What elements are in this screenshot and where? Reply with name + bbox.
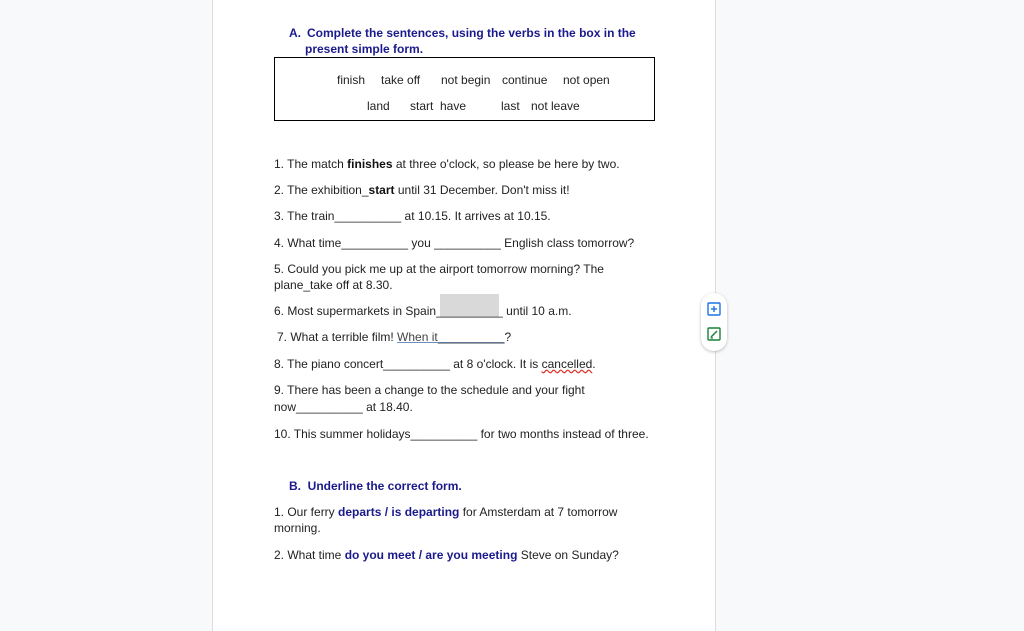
word-last: last <box>501 99 520 113</box>
sentence-2 <box>274 182 570 198</box>
sentence-7-underlined[interactable]: When it <box>397 330 438 344</box>
sentence-5-line2: plane_take off at 8.30. <box>274 278 393 292</box>
word-take-off: take off <box>381 73 421 87</box>
add-comment-icon[interactable] <box>707 302 721 316</box>
section-b-heading <box>289 478 462 494</box>
sentence-7-start: 7. What a terrible film! <box>277 330 398 344</box>
sentence-9-line2: now__________ at 18.40. <box>274 400 413 414</box>
sentence-1-answer: finishes <box>347 157 393 171</box>
word-finish: finish <box>337 73 366 87</box>
section-a-letter: A. <box>289 26 301 40</box>
sentence-3: 3. The train__________ at 10.15. It arrives at 10.15. <box>274 209 551 223</box>
verb-word-box <box>274 57 655 121</box>
sentence-7-end: ? <box>504 330 512 344</box>
sentence-10: 10. This summer holidays__________ for two months instead of three. <box>274 427 649 441</box>
sentence-4: 4. What time__________ you __________ English class tomorrow? <box>274 236 635 250</box>
word-not-begin: not begin <box>441 73 491 87</box>
sentence-8-end: . <box>592 357 596 371</box>
question-b1-line2: morning. <box>274 521 321 535</box>
sentence-9-line1: 9. There has been a change to the schedule and your fight <box>274 383 585 397</box>
question-b1-options: departs / is departing <box>338 505 460 519</box>
sentence-2-end: until 31 December. Don't miss it! <box>394 183 570 197</box>
question-b2 <box>274 547 619 563</box>
sentence-5-line1: 5. Could you pick me up at the airport tomorrow morning? The <box>274 262 604 276</box>
question-b1-end: for Amsterdam at 7 tomorrow <box>459 505 618 519</box>
question-b2-options: do you meet / are you meeting <box>344 548 518 562</box>
sentence-6-start: 6. Most supermarkets in Spain <box>274 304 437 318</box>
sentence-6-blank[interactable]: __________ <box>436 304 503 318</box>
section-a-title-line1: Complete the sentences, using the verbs in the box in the <box>307 26 636 40</box>
question-b1-start: 1. Our ferry <box>274 505 339 519</box>
sentence-8-spellcheck-word[interactable]: cancelled <box>541 357 593 371</box>
sentence-1 <box>274 156 620 172</box>
sentence-2-answer: start <box>368 183 395 197</box>
sentence-6-end: until 10 a.m. <box>502 304 572 318</box>
sentence-1-end: at three o'clock, so please be here by two. <box>392 157 620 171</box>
sentence-1-start: 1. The match <box>274 157 348 171</box>
question-b1-line1 <box>274 504 617 520</box>
section-a-title-line2: present simple form. <box>305 42 424 56</box>
sentence-6 <box>274 303 572 319</box>
sentence-8-start: 8. The piano concert__________ at 8 o'clock. It is <box>274 357 542 371</box>
suggest-edit-icon[interactable] <box>707 327 721 341</box>
word-not-open: not open <box>563 73 610 87</box>
word-start: start <box>410 99 434 113</box>
section-a-heading <box>289 25 669 57</box>
sentence-7-blank[interactable]: __________ <box>437 330 505 344</box>
sentence-2-start: 2. The exhibition_ <box>274 183 369 197</box>
word-continue: continue <box>502 73 548 87</box>
section-b-title: Underline the correct form. <box>307 479 462 493</box>
word-have: have <box>440 99 467 113</box>
word-land: land <box>367 99 390 113</box>
sentence-8 <box>274 356 596 372</box>
question-b2-end: Steve on Sunday? <box>517 548 619 562</box>
document-page <box>212 0 716 631</box>
question-b2-start: 2. What time <box>274 548 345 562</box>
word-not-leave: not leave <box>531 99 580 113</box>
section-b-letter: B. <box>289 479 301 493</box>
sentence-7 <box>277 329 511 345</box>
side-action-bar <box>701 293 727 351</box>
